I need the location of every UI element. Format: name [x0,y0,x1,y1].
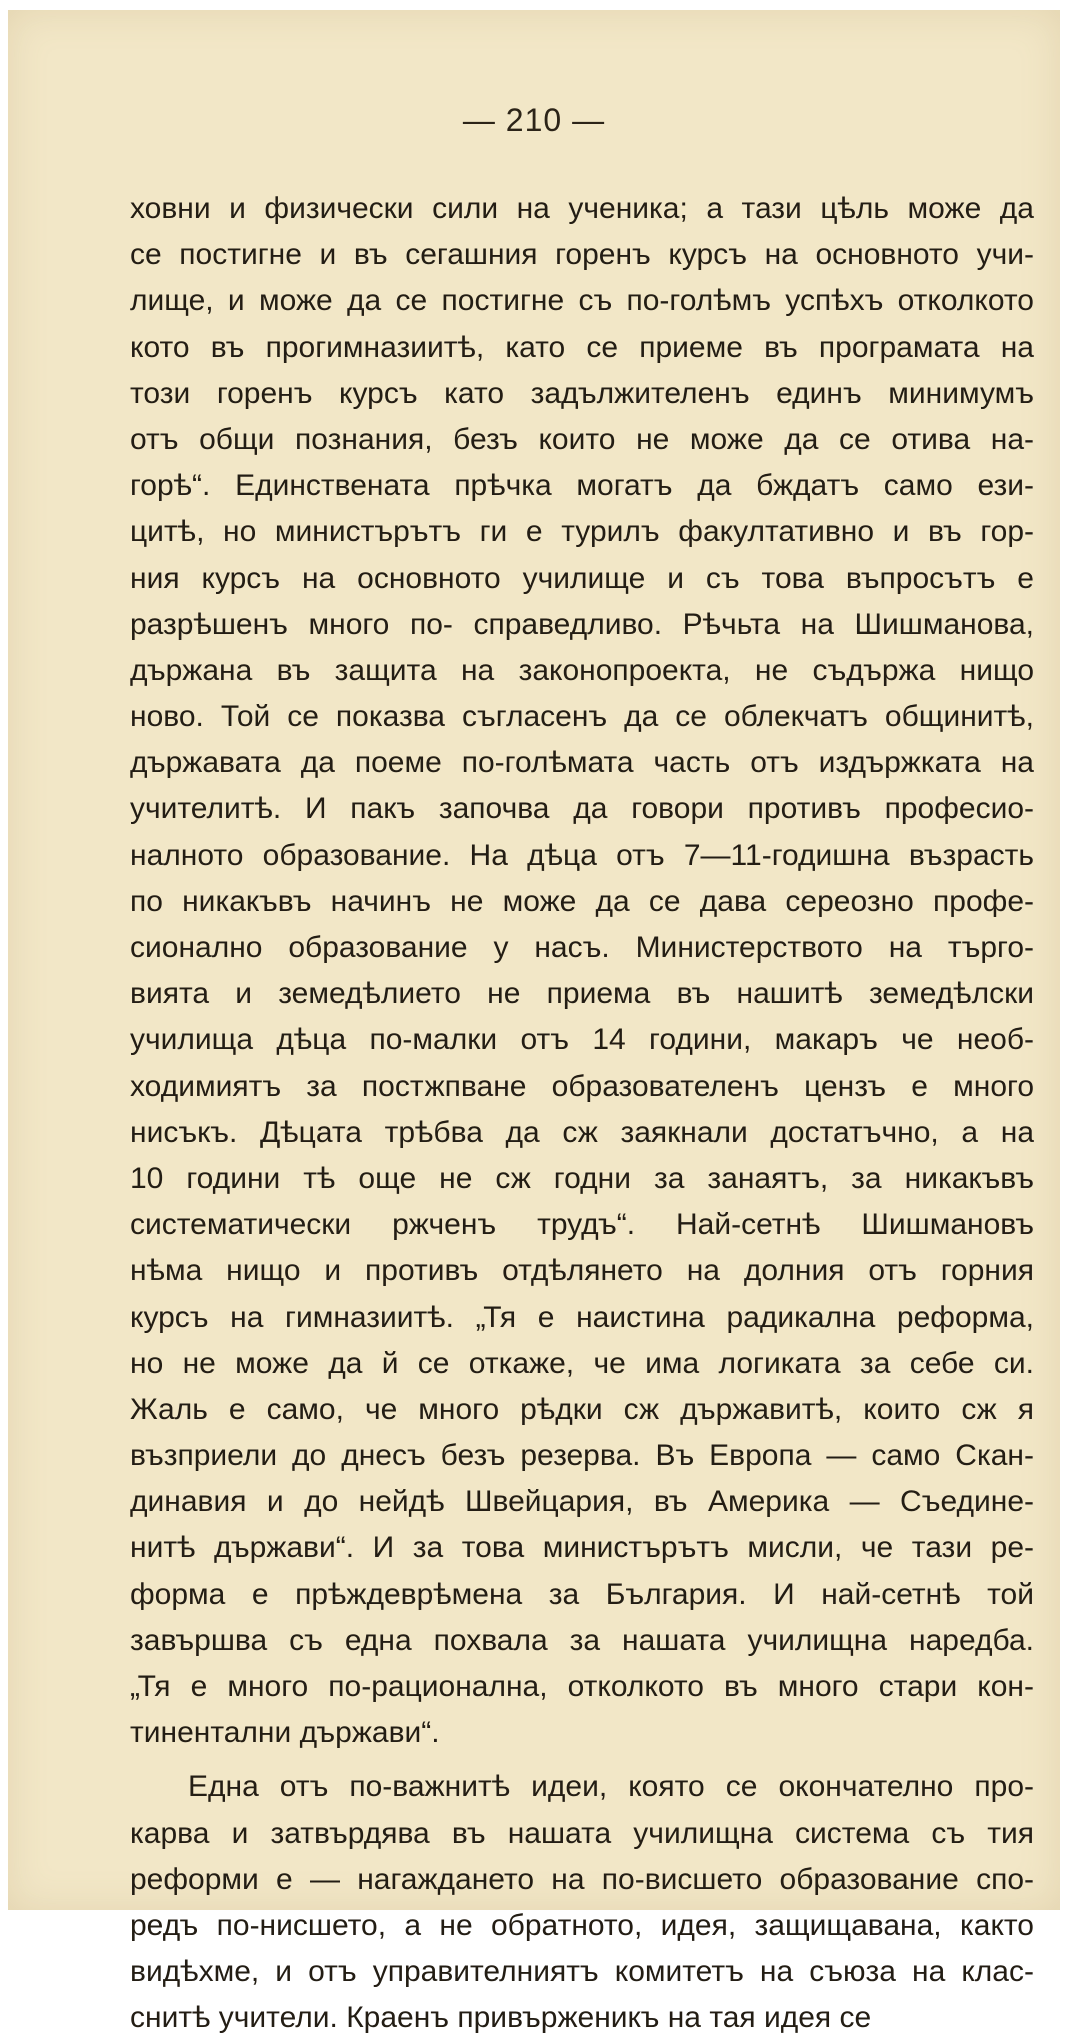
text-line: нисъкъ. Дѣцата трѣбва да сж заякнали достатъчно, а на [130,1115,1034,1149]
text-line: учителитѣ. И пакъ започва да говори противъ професио- [130,792,1034,826]
text-line: 10 години тѣ още не сж годни за занаятъ, за никакъвъ [130,1161,1034,1195]
text-line: държавата да поеме по-голѣмата часть отъ издържката на [130,746,1034,780]
text-line: ходимиятъ за постжпване образователенъ цензъ е много [130,1069,1034,1103]
text-line: сионално образование у насъ. Министерството на търго- [130,931,1034,964]
text-line: редъ по-нисшето, а не обратното, идея, защищавана, както [130,1908,1034,1942]
text-line: но не може да й се откаже, че има логиката за себе си. [130,1346,1034,1380]
text-line: курсъ на гимназиитѣ. „Тя е наистина радикална реформа, [130,1300,1034,1334]
page-number: — 210 — [462,102,606,138]
text-line: снитѣ учители. Краенъ привърженикъ на тая идея се [130,2001,872,2035]
text-line: нитѣ държави“. И за това министърътъ мисли, че тази ре- [130,1531,1034,1565]
text-line: форма е прѣждеврѣмена за България. И най-сетнѣ той [130,1577,1034,1611]
body-text [130,186,1034,2042]
text-line: „Тя е много по-рационална, отколкото въ много стари кон- [130,1670,1034,1703]
text-line: тинентални държави“. [130,1716,440,1750]
text-line: цитѣ, но министърътъ ги е турилъ факултативно и въ гор- [130,515,1034,549]
text-line: ния курсъ на основното училище и съ това въпросътъ е [130,561,1034,595]
text-line: Една отъ по-важнитѣ идеи, която се окончателно про- [188,1770,1034,1804]
text-line: карва и затвърдява въ нашата училищна система съ тия [130,1816,1034,1850]
paragraph-gap [130,1756,1034,1764]
text-line: ховни и физически сили на ученика; а тази цѣль може да [130,192,1034,225]
text-line: вията и земедѣлието не приема въ нашитѣ земедѣлски [130,977,1034,1011]
book-page [8,10,1060,2035]
text-line: по никакъвъ начинъ не може да се дава сереозно профе- [130,884,1034,918]
text-line: ново. Той се показва съгласенъ да се облекчатъ общинитѣ, [130,700,1034,734]
text-line: този горенъ курсъ като задължителенъ единъ минимумъ [130,376,1034,410]
text-line: се постигне и въ сегашния горенъ курсъ на основното учи- [130,238,1034,272]
text-line: държана въ защита на законопроекта, не съдържа нищо [130,653,1034,687]
text-line: динавия и до нейдѣ Швейцария, въ Америка — Съедине- [130,1485,1034,1519]
text-line: горѣ“. Единствената прѣчка могатъ да бждатъ само ези- [130,469,1034,503]
text-line: Жаль е само, че много рѣдки сж държавитѣ, които сж я [130,1392,1034,1426]
text-line: кото въ прогимназиитѣ, като се приеме въ програмата на [130,330,1034,364]
text-line: разрѣшенъ много по- справедливо. Рѣчьта на Шишманова, [130,607,1034,641]
paragraph [130,1764,1034,2041]
text-line: систематически ржченъ трудъ“. Най-сетнѣ Шишмановъ [130,1208,1034,1242]
text-line: лище, и може да се постигне съ по-голѣмъ успѣхъ отколкото [130,284,1034,318]
text-line: завършва съ една похвала за нашата училищна наредба. [130,1623,1034,1657]
text-line: налното образование. На дѣца отъ 7—11-годишна възрасть [130,838,1034,872]
text-line: училища дѣца по-малки отъ 14 години, макаръ че необ- [130,1023,1034,1057]
text-line: възприели до днесъ безъ резерва. Въ Европа — само Скан- [130,1439,1034,1473]
text-line: нѣма нищо и противъ отдѣлянето на долния отъ горния [130,1254,1034,1288]
text-line: видѣхме, и отъ управителниятъ комитетъ на съюза на клас- [130,1955,1034,1989]
paragraph [130,186,1034,1756]
text-line: отъ общи познания, безъ които не може да се отива на- [130,422,1034,456]
text-line: реформи е — нагаждането на по-висшето образование спо- [130,1862,1034,1896]
